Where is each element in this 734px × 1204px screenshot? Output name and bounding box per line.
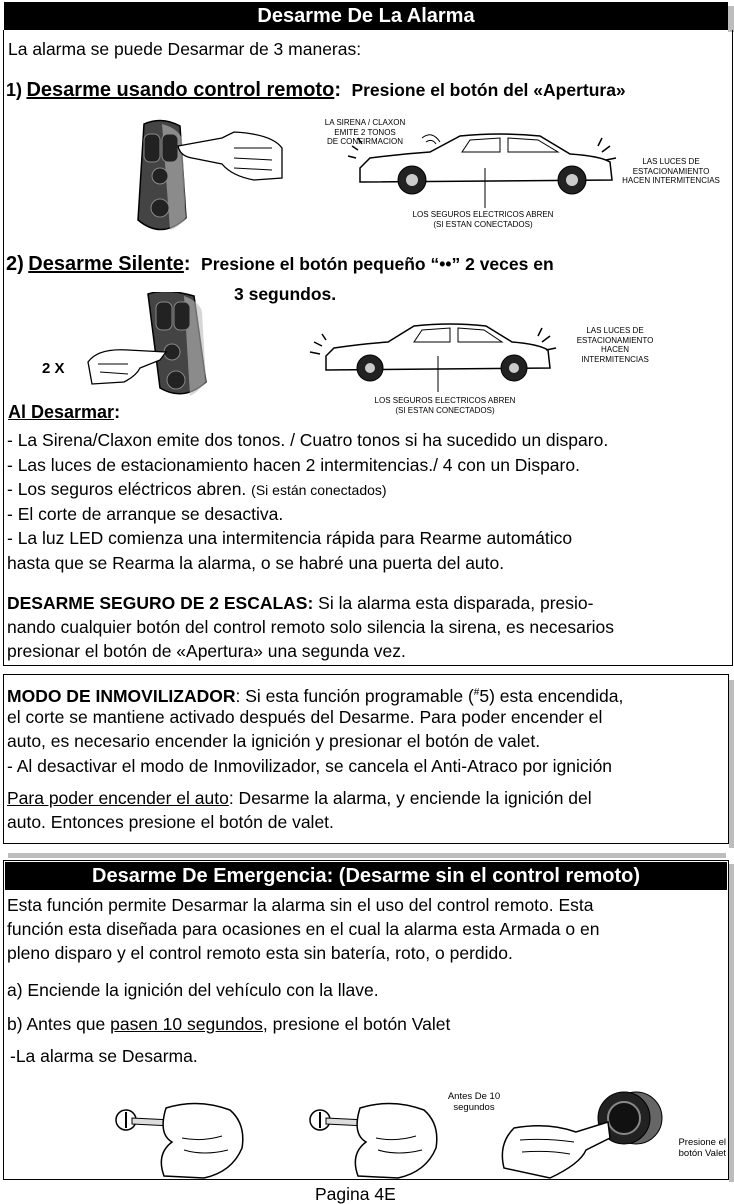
method2-colon: :: [183, 253, 191, 275]
method2-title: Desarme Silente: [28, 253, 184, 275]
emergency-top-shadow: [8, 853, 726, 858]
label-lights-2: LAS LUCES DE ESTACIONAMIENTO HACEN INTERMITENCIAS: [576, 326, 654, 364]
on-disarm-title: Al Desarmar: [8, 402, 115, 422]
method2-num: 2): [6, 253, 24, 275]
immobilizer-paragraph: MODO DE INMOVILIZADOR: Si esta función programable (#5) esta encendida, el corte se mantiene activado después del Desarme. Para poder encender el auto, es necesario encender la ignición y presionar el botón de valet. - Al desactivar el modo de Inmovilizador, se cancela el Anti-Atraco por ignición Para poder encender el auto: Desarme la alarma, y enciende la ignición del auto. Entonces presione el botón de valet.: [7, 681, 623, 836]
intro-text: La alarma se puede Desarmar de 3 maneras:: [8, 39, 362, 59]
label-lights-1: LAS LUCES DE ESTACIONAMIENTO HACEN INTERMITENCIAS: [622, 157, 720, 185]
two-step-line: presionar el botón de «Apertura» una segunda vez.: [7, 641, 406, 661]
key-hand-illustration-1: [112, 1098, 252, 1180]
valet-button-illustration: [490, 1088, 670, 1180]
two-step-line: nando cualquier botón del control remoto solo silencia la sirena, es necesarios: [7, 617, 615, 637]
on-disarm-line: - La luz LED comienza una intermitencia rápida para Rearme automático: [7, 528, 573, 548]
two-step-paragraph: [7, 592, 614, 664]
two-step-line: Si la alarma esta disparada, presio-: [318, 593, 594, 613]
on-disarm-colon: :: [114, 402, 121, 422]
locks-note: (Si están conectados): [251, 482, 387, 498]
label-locks-2: LOS SEGUROS ELECTRICOS ABREN (SI ESTAN CONECTADOS): [374, 396, 516, 415]
on-disarm-heading: [8, 402, 120, 423]
immobilizer-line: auto, es necesario encender la ignición y presionar el botón de valet.: [7, 731, 541, 751]
step-a: a) Enciende la ignición del vehículo con la llave.: [7, 980, 379, 1000]
step-b-underline: pasen 10 segundos: [110, 1014, 263, 1034]
hash-symbol: #: [473, 687, 480, 698]
method2-instruction-b: 3 segundos.: [234, 284, 337, 304]
car-illustration-2: [304, 320, 564, 392]
emergency-paragraph: [7, 894, 599, 966]
method2-heading: [6, 253, 554, 276]
method1-instruction: Presione el botón del «Apertura»: [351, 80, 626, 100]
emergency-title: Desarme De Emergencia: (Desarme sin el control remoto): [5, 862, 727, 890]
start-line: auto. Entonces presione el botón de valet.: [7, 812, 334, 832]
step-b: b) Antes que pasen 10 segundos, presione el botón Valet: [7, 1014, 451, 1034]
on-disarm-line: hasta que se Rearma la alarma, o se habré una puerta del auto.: [7, 552, 505, 573]
method2-instruction-a: Presione el botón pequeño “••” 2 veces en: [201, 254, 554, 274]
immobilizer-heading: MODO DE INMOVILIZADOR: [7, 685, 236, 706]
emergency-line: pleno disparo y el control remoto esta sin batería, roto, o perdido.: [7, 943, 513, 963]
immobilizer-line: - Al desactivar el modo de Inmovilizador, se cancela el Anti-Atraco por ignición: [7, 755, 613, 776]
press-count: 2 X: [42, 360, 65, 377]
on-disarm-line: - La Sirena/Claxon emite dos tonos. / Cuatro tonos si ha sucedido un disparo.: [7, 430, 609, 450]
on-disarm-list: [7, 429, 608, 576]
section1-shadow: [728, 6, 734, 32]
emergency-line: función esta diseñada para ocasiones en el cual la alarma esta Armada o en: [7, 919, 600, 939]
method1-num: 1): [6, 80, 23, 100]
label-locks-1: LOS SEGUROS ELECTRICOS ABREN (SI ESTAN CONECTADOS): [412, 210, 554, 229]
start-heading: Para poder encender el auto: [7, 787, 229, 808]
immobilizer-shadow: [729, 680, 734, 848]
disarm-result: -La alarma se Desarma.: [10, 1046, 198, 1066]
remote-illustration-2: [84, 292, 214, 402]
emergency-shadow: [729, 864, 734, 1182]
on-disarm-line: - Las luces de estacionamiento hacen 2 intermitencias./ 4 con un Disparo.: [7, 454, 580, 475]
two-step-heading: DESARME SEGURO DE 2 ESCALAS:: [7, 593, 314, 613]
label-before-10s: Antes De 10 segundos: [447, 1091, 501, 1113]
immobilizer-line: el corte se mantiene activado después del Desarme. Para poder encender el: [7, 706, 603, 727]
section1-title: Desarme De La Alarma: [4, 2, 728, 30]
key-hand-illustration-2: [306, 1098, 446, 1180]
label-press-valet: Presione el botón Valet: [678, 1137, 726, 1159]
method1-colon: :: [334, 79, 341, 101]
page-number: Pagina 4E: [315, 1184, 396, 1204]
remote-illustration-1: [122, 118, 292, 238]
emergency-line: Esta función permite Desarmar la alarma sin el uso del control remoto. Esta: [7, 895, 594, 915]
method1-title: Desarme usando control remoto: [26, 79, 335, 101]
label-siren: LA SIRENA / CLAXON EMITE 2 TONOS DE CONFIRMACION: [324, 118, 406, 146]
on-disarm-line: - El corte de arranque se desactiva.: [7, 503, 284, 524]
method1-heading: [6, 79, 626, 102]
on-disarm-line: - Los seguros eléctricos abren. (Si están conectados): [7, 479, 387, 499]
